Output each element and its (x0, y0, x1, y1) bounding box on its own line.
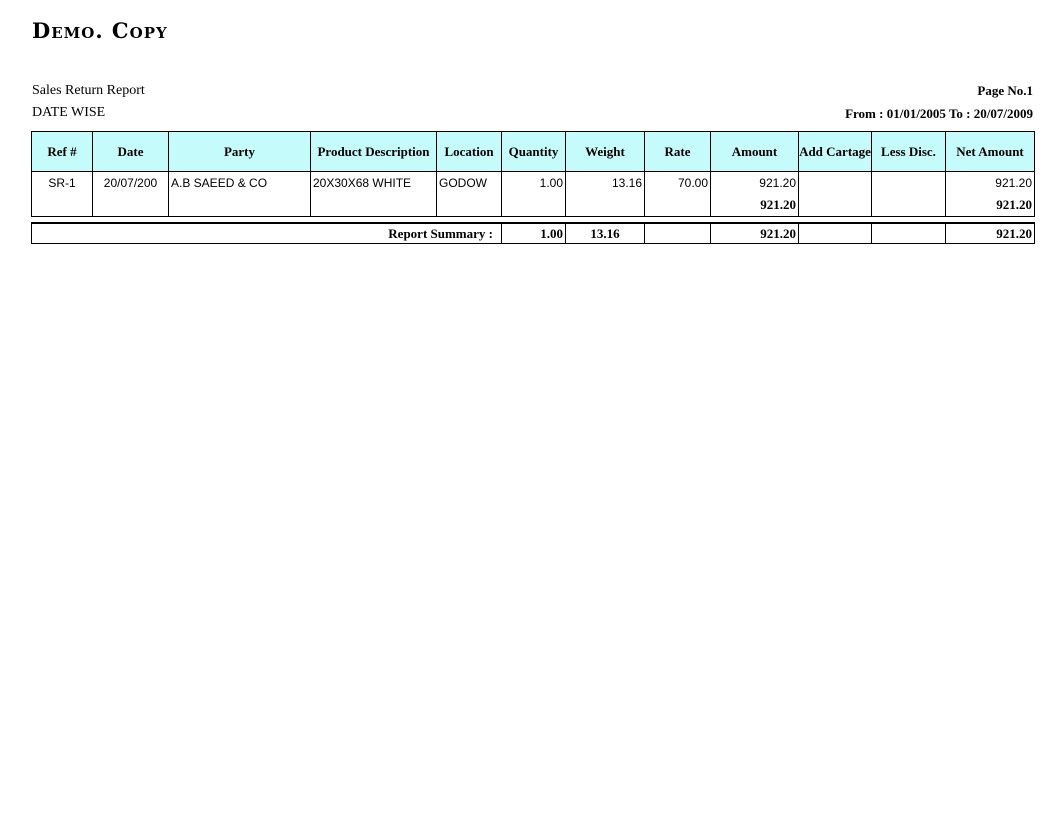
cell-party: A.B SAEED & CO (169, 172, 311, 197)
header-less-disc: Less Disc. (872, 132, 946, 172)
summary-net-amount: 921.20 (946, 223, 1035, 244)
report-mode: DATE WISE (32, 105, 106, 120)
header-rate: Rate (645, 132, 711, 172)
header-weight: Weight (566, 132, 645, 172)
summary-weight: 13.16 (566, 223, 645, 244)
report-title: Sales Return Report (32, 83, 145, 98)
cell-quantity: 1.00 (502, 172, 566, 197)
header-add-cartage: Add Cartage (799, 132, 872, 172)
cell-net-amount: 921.20 (946, 172, 1035, 197)
cell-product: 20X30X68 WHITE (311, 172, 437, 197)
header-quantity: Quantity (502, 132, 566, 172)
summary-row (32, 223, 1035, 244)
subtotal-net-amount: 921.20 (946, 196, 1035, 217)
demo-copy-watermark: Demo. Copy (32, 18, 168, 43)
range-to-label: To : (948, 106, 971, 121)
header-ref: Ref # (32, 132, 93, 172)
summary-amount: 921.20 (711, 223, 799, 244)
sales-return-table (31, 131, 1035, 217)
report-summary-table (31, 222, 1035, 244)
table-header-row (32, 132, 1035, 172)
cell-less-disc (872, 172, 946, 197)
cell-weight: 13.16 (566, 172, 645, 197)
range-from: 01/01/2005 (886, 106, 946, 121)
header-product: Product Description (311, 132, 437, 172)
header-net-amount: Net Amount (946, 132, 1035, 172)
summary-label: Report Summary : (32, 223, 502, 244)
page-number: Page No.1 (977, 83, 1033, 98)
subtotal-amount: 921.20 (711, 196, 799, 217)
header-location: Location (437, 132, 502, 172)
summary-quantity: 1.00 (502, 223, 566, 244)
date-range (845, 106, 1033, 122)
header-party: Party (169, 132, 311, 172)
cell-location: GODOW (437, 172, 502, 197)
cell-add-cartage (799, 172, 872, 197)
range-to: 20/07/2009 (973, 106, 1033, 121)
subtotal-row (32, 196, 1035, 217)
table-row (32, 172, 1035, 197)
cell-rate: 70.00 (645, 172, 711, 197)
cell-ref: SR-1 (32, 172, 93, 197)
header-date: Date (93, 132, 169, 172)
cell-date: 20/07/200 (93, 172, 169, 197)
cell-amount: 921.20 (711, 172, 799, 197)
range-from-label: From : (845, 106, 884, 121)
header-amount: Amount (711, 132, 799, 172)
